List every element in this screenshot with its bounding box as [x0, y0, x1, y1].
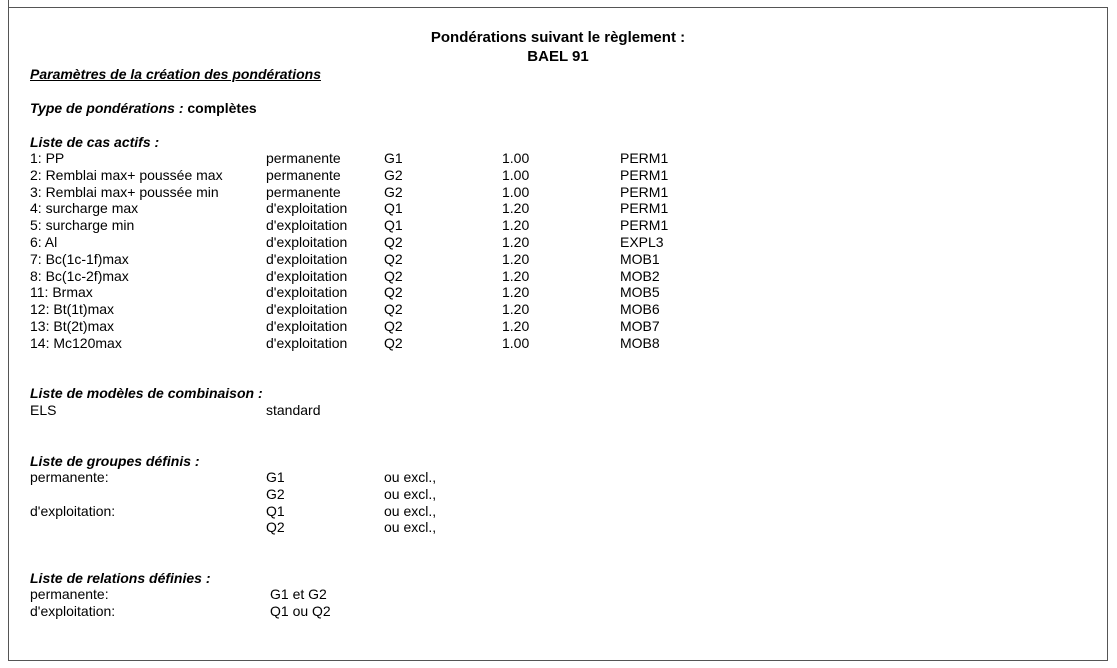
- case-name: 2: Remblai max+ poussée max: [30, 166, 223, 183]
- case-name: 7: Bc(1c-1f)max: [30, 250, 129, 267]
- group-name: G1: [266, 469, 285, 485]
- case-coef: 1.00: [502, 183, 530, 200]
- case-code: EXPL3: [620, 234, 664, 250]
- title-line-2: BAEL 91: [527, 48, 589, 65]
- case-code: MOB8: [620, 334, 660, 351]
- group-label: d'exploitation:: [30, 502, 116, 519]
- case-name: 8: Bc(1c-2f)max: [30, 267, 129, 284]
- case-coef: 1.00: [502, 166, 530, 183]
- case-group: G2: [384, 166, 403, 183]
- case-group: Q1: [384, 217, 403, 234]
- case-code: MOB6: [620, 301, 660, 318]
- case-group: G2: [384, 183, 403, 200]
- params-heading: Paramètres de la création des pondérations: [30, 66, 321, 82]
- case-nature: d'exploitation: [266, 217, 348, 234]
- relation-label: permanente:: [30, 586, 109, 602]
- case-code: MOB2: [620, 267, 660, 284]
- case-nature: d'exploitation: [266, 334, 348, 351]
- case-name: 4: surcharge max: [30, 200, 139, 217]
- frame-tick: [8, 0, 9, 7]
- model-name: ELS: [30, 402, 57, 418]
- case-code: PERM1: [620, 217, 669, 234]
- case-nature: permanente: [266, 150, 341, 166]
- case-nature: d'exploitation: [266, 284, 348, 301]
- relation-label: d'exploitation:: [30, 602, 116, 619]
- groups-heading: Liste de groupes définis :: [30, 453, 200, 469]
- case-group: Q2: [384, 284, 403, 301]
- type-value: complètes: [187, 100, 257, 116]
- group-mode: ou excl.,: [384, 502, 437, 519]
- group-mode: ou excl.,: [384, 469, 437, 485]
- group-name: Q1: [266, 502, 285, 519]
- case-nature: d'exploitation: [266, 234, 348, 250]
- relations-heading: Liste de relations définies :: [30, 570, 211, 586]
- case-group: Q2: [384, 267, 403, 284]
- case-name: 5: surcharge min: [30, 217, 135, 234]
- case-nature: permanente: [266, 183, 341, 200]
- case-group: Q2: [384, 318, 403, 334]
- case-name: 11: Brmax: [30, 284, 93, 301]
- model-type: standard: [266, 402, 321, 418]
- case-coef: 1.20: [502, 200, 530, 217]
- case-name: 13: Bt(2t)max: [30, 318, 115, 334]
- case-nature: d'exploitation: [266, 267, 348, 284]
- relation-value: G1 et G2: [270, 586, 327, 602]
- case-nature: d'exploitation: [266, 200, 348, 217]
- group-label: permanente:: [30, 469, 109, 485]
- case-coef: 1.20: [502, 234, 530, 250]
- case-name: 14: Mc120max: [30, 334, 122, 351]
- group-name: Q2: [266, 519, 285, 536]
- case-group: G1: [384, 150, 403, 166]
- models-heading: Liste de modèles de combinaison :: [30, 385, 263, 401]
- case-coef: 1.20: [502, 284, 530, 301]
- case-name: 3: Remblai max+ poussée min: [30, 183, 219, 200]
- case-coef: 1.20: [502, 217, 530, 234]
- case-nature: d'exploitation: [266, 301, 348, 318]
- title-line-1: Pondérations suivant le règlement :: [430, 29, 686, 46]
- case-name: 6: Al: [30, 234, 58, 250]
- case-coef: 1.20: [502, 250, 530, 267]
- case-group: Q2: [384, 334, 403, 351]
- case-nature: d'exploitation: [266, 318, 348, 334]
- cases-heading: Liste de cas actifs :: [30, 134, 160, 150]
- type-line: [30, 100, 257, 117]
- case-code: MOB5: [620, 284, 660, 301]
- case-code: MOB1: [620, 250, 660, 267]
- case-coef: 1.20: [502, 301, 530, 318]
- type-label: Type de pondérations :: [30, 100, 184, 116]
- case-coef: 1.20: [502, 318, 530, 334]
- case-code: PERM1: [620, 150, 669, 166]
- case-name: 12: Bt(1t)max: [30, 301, 115, 318]
- case-group: Q2: [384, 234, 403, 250]
- case-group: Q2: [384, 301, 403, 318]
- case-coef: 1.20: [502, 267, 530, 284]
- group-name: G2: [266, 485, 285, 502]
- case-code: PERM1: [620, 200, 669, 217]
- case-coef: 1.00: [502, 150, 530, 166]
- case-name: 1: PP: [30, 150, 65, 166]
- group-mode: ou excl.,: [384, 519, 437, 536]
- group-mode: ou excl.,: [384, 485, 437, 502]
- case-nature: permanente: [266, 166, 341, 183]
- case-group: Q2: [384, 250, 403, 267]
- relation-value: Q1 ou Q2: [270, 602, 331, 619]
- case-group: Q1: [384, 200, 403, 217]
- case-code: MOB7: [620, 318, 660, 334]
- case-coef: 1.00: [502, 334, 530, 351]
- case-nature: d'exploitation: [266, 250, 348, 267]
- case-code: PERM1: [620, 166, 669, 183]
- case-code: PERM1: [620, 183, 669, 200]
